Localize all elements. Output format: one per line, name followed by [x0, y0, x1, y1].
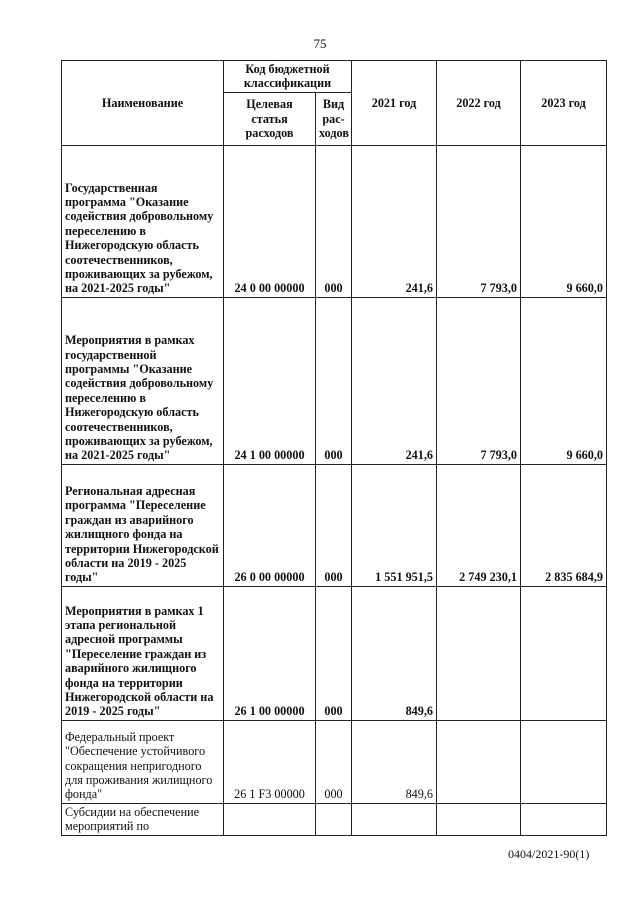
header-2023: 2023 год: [521, 61, 607, 146]
row-value-2021: 241,6: [352, 145, 437, 297]
row-name: Региональная адресная программа "Переселение граждан из аварийного жилищного фонда на территории Нижегородской области на 2019 - 2025 годы": [62, 464, 224, 586]
row-expense-type: 000: [316, 464, 352, 586]
header-2022: 2022 год: [437, 61, 521, 146]
document-code: 0404/2021-90(1): [508, 847, 590, 861]
row-value-2023: [521, 803, 607, 835]
header-type: Вид рас-ходов: [316, 92, 352, 145]
table-row: [62, 803, 607, 835]
row-value-2021: 849,6: [352, 720, 437, 803]
row-value-2023: 9 660,0: [521, 145, 607, 297]
row-value-2023: [521, 720, 607, 803]
row-target-code: 26 0 00 00000: [224, 464, 316, 586]
row-value-2021: 241,6: [352, 297, 437, 464]
header-code-group: Код бюджетной классификации: [224, 61, 352, 93]
row-target-code: [224, 803, 316, 835]
row-name: Мероприятия в рамках государственной программы "Оказание содействия добровольному переселению в Нижегородскую область соотечественников, проживающих за рубежом, на 2021-2025 годы": [62, 297, 224, 464]
row-value-2021: [352, 803, 437, 835]
row-target-code: 26 1 00 00000: [224, 586, 316, 720]
table-row: [62, 145, 607, 297]
row-value-2023: [521, 586, 607, 720]
row-value-2022: [437, 586, 521, 720]
budget-table: [61, 60, 607, 836]
row-expense-type: 000: [316, 720, 352, 803]
row-value-2022: [437, 803, 521, 835]
table-row: [62, 297, 607, 464]
row-name: Федеральный проект "Обеспечение устойчивого сокращения непригодного для проживания жилищного фонда": [62, 720, 224, 803]
row-target-code: 24 1 00 00000: [224, 297, 316, 464]
row-expense-type: [316, 803, 352, 835]
page-number: 75: [313, 36, 327, 51]
row-expense-type: 000: [316, 145, 352, 297]
row-value-2021: 1 551 951,5: [352, 464, 437, 586]
header-2021: 2021 год: [352, 61, 437, 146]
table-row: [62, 720, 607, 803]
row-value-2022: 7 793,0: [437, 145, 521, 297]
row-name: Субсидии на обеспечение мероприятий по: [62, 803, 224, 835]
row-value-2021: 849,6: [352, 586, 437, 720]
row-value-2022: [437, 720, 521, 803]
header-target: Целевая статья расходов: [224, 92, 316, 145]
row-name: Мероприятия в рамках 1 этапа региональной адресной программы "Переселение граждан из аварийного жилищного фонда на территории Нижегородской области на 2019 - 2025 годы": [62, 586, 224, 720]
row-name: Государственная программа "Оказание содействия добровольному переселению в Нижегородскую область соотечественников, проживающих за рубежом, на 2021-2025 годы": [62, 145, 224, 297]
row-value-2022: 2 749 230,1: [437, 464, 521, 586]
row-expense-type: 000: [316, 586, 352, 720]
table-row: [62, 464, 607, 586]
row-value-2023: 9 660,0: [521, 297, 607, 464]
row-value-2023: 2 835 684,9: [521, 464, 607, 586]
table-row: [62, 586, 607, 720]
row-value-2022: 7 793,0: [437, 297, 521, 464]
row-target-code: 24 0 00 00000: [224, 145, 316, 297]
row-target-code: 26 1 F3 00000: [224, 720, 316, 803]
header-name: Наименование: [62, 61, 224, 146]
row-expense-type: 000: [316, 297, 352, 464]
